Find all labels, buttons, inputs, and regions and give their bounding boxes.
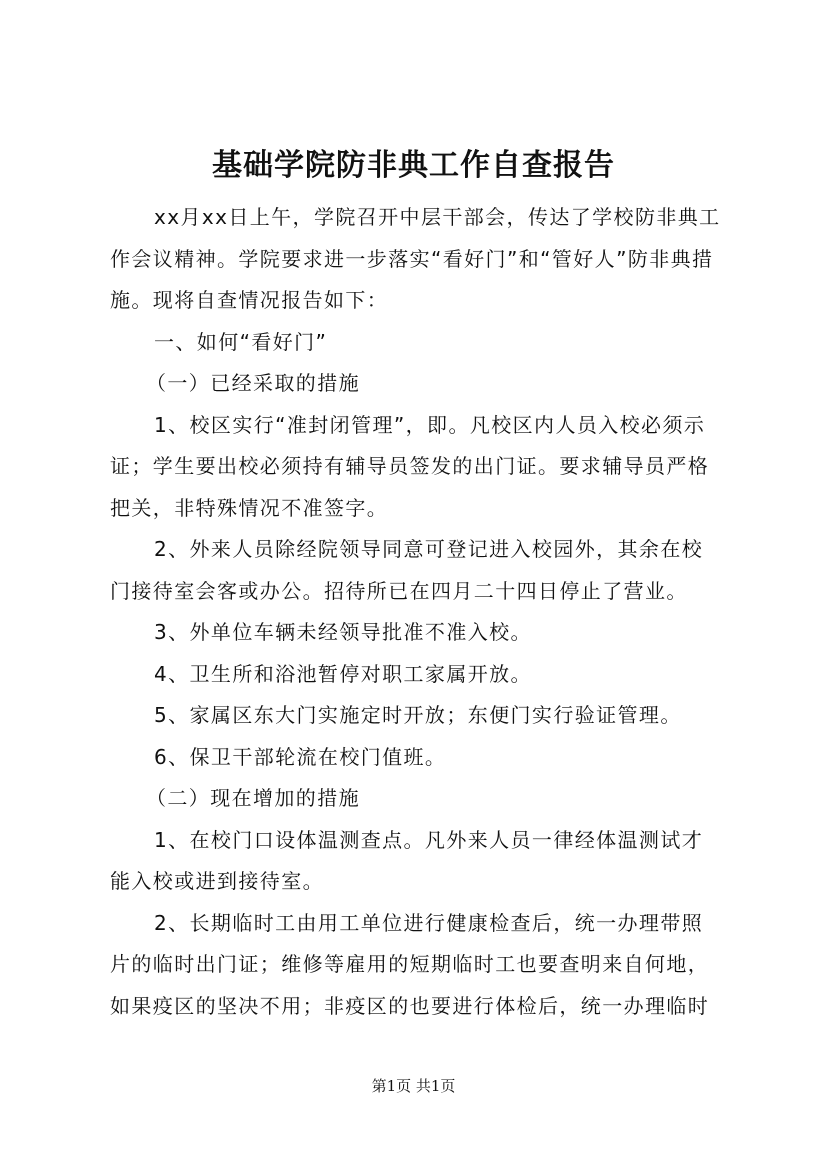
page-footer: 第1页 共1页: [371, 1077, 456, 1095]
list-item: 5、家属区东大门实施定时开放；东便门实行验证管理。: [154, 703, 682, 727]
subsection-heading-1: （一）已经采取的措施: [146, 371, 360, 395]
list-item: 4、卫生所和浴池暂停对职工家属开放。: [154, 661, 532, 686]
section-heading-1: 一、如何“看好门”: [154, 329, 328, 354]
list-item: 6、保卫干部轮流在校门值班。: [154, 744, 447, 769]
subsection-heading-2: （二）现在增加的措施: [146, 786, 360, 810]
list-item: 2、长期临时工由用工单位进行健康检查后，统一办理带照片的临时出门证；维修等雇用的短期临时工也要查明来自何地，如果疫区的坚决不用；非疫区的也要进行体检后，统一办理临时: [110, 910, 710, 1018]
list-item: 1、校区实行“准封闭管理”，即。凡校区内人员入校必须示证；学生要出校必须持有辅导员签发的出门证。要求辅导员严格把关，非特殊情况不准签字。: [110, 412, 710, 520]
paragraph-intro: xx月xx日上午，学院召开中层干部会，传达了学校防非典工作会议精神。学院要求进一步落实“看好门”和“管好人”防非典措施。现将自查情况报告如下：: [110, 205, 721, 312]
list-item: 3、外单位车辆未经领导批准不准入校。: [154, 620, 532, 644]
list-item: 2、外来人员除经院领导同意可登记进入校园外，其余在校门接待室会客或办公。招待所已在四月二十四日停止了营业。: [110, 537, 704, 603]
document-title: 基础学院防非典工作自查报告: [212, 148, 615, 183]
list-item: 1、在校门口设体温测查点。凡外来人员一律经体温测试才能入校或进到接待室。: [110, 827, 704, 893]
document-body: [110, 197, 722, 1027]
